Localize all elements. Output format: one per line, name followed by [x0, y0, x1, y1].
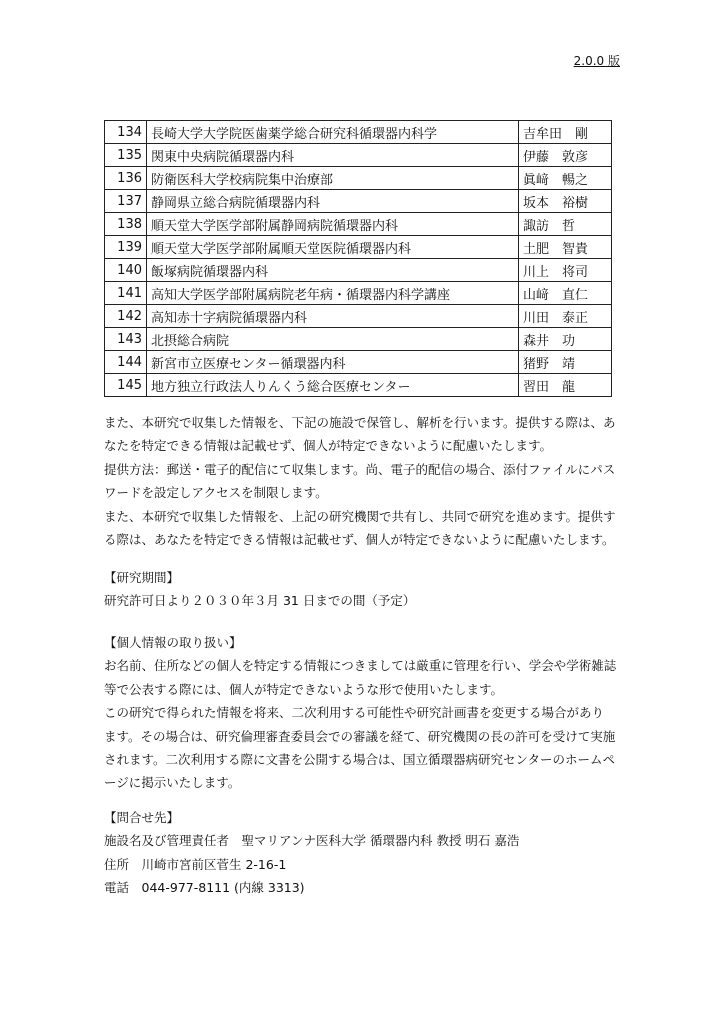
institution-name: 防衛医科大学校病院集中治療部 — [147, 167, 519, 190]
row-number: 139 — [105, 236, 147, 259]
contact-section — [104, 806, 624, 900]
responsible-person: 習田 龍 — [519, 374, 612, 397]
table-row — [105, 236, 612, 259]
institution-name: 関東中央病院循環器内科 — [147, 144, 519, 167]
privacy-heading: 【個人情報の取り扱い】 — [104, 635, 242, 650]
row-number: 135 — [105, 144, 147, 167]
institution-name: 地方独立行政法人りんくう総合医療センター — [147, 374, 519, 397]
sharing-line: る際は、あなたを特定できる情報は記載せず、個人が特定できないように配慮いたします。 — [104, 532, 615, 548]
row-number: 141 — [105, 282, 147, 305]
row-number: 143 — [105, 328, 147, 351]
row-number: 144 — [105, 351, 147, 374]
institution-table — [104, 120, 612, 397]
table-row — [105, 259, 612, 282]
sharing-line: ワードを設定しアクセスを制限します。 — [104, 485, 328, 501]
responsible-person: 川上 将司 — [519, 259, 612, 282]
institution-name: 静岡県立総合病院循環器内科 — [147, 190, 519, 213]
contact-phone: 電話 044-977-8111 (内線 3313) — [104, 880, 305, 896]
responsible-person: 山﨑 直仁 — [519, 282, 612, 305]
table-row — [105, 121, 612, 144]
sharing-line: 提供方法：郵送・電子的配信にて収集します。尚、電子的配信の場合、添付ファイルにパス — [104, 461, 616, 477]
sharing-line: また、本研究で収集した情報を、上記の研究機関で共有し、共同で研究を進めます。提供す — [104, 508, 616, 524]
responsible-person: 眞﨑 暢之 — [519, 167, 612, 190]
privacy-line: 等で公表する際には、個人が特定できないような形で使用いたします。 — [104, 681, 504, 697]
responsible-person: 伊藤 敦彦 — [519, 144, 612, 167]
privacy-section — [104, 631, 624, 795]
table-row — [105, 374, 612, 397]
institution-name: 新宮市立医療センター循環器内科 — [147, 351, 519, 374]
responsible-person: 川田 泰正 — [519, 305, 612, 328]
period-text: 研究許可日より２０３０年３月 31 日までの間（予定） — [104, 593, 416, 609]
period-section — [104, 566, 624, 613]
responsible-person: 吉牟田 剛 — [519, 121, 612, 144]
institution-name: 高知大学医学部附属病院老年病・循環器内科学講座 — [147, 282, 519, 305]
row-number: 145 — [105, 374, 147, 397]
contact-heading: 【問合せ先】 — [104, 810, 180, 825]
row-number: 142 — [105, 305, 147, 328]
table-row — [105, 328, 612, 351]
table-row — [105, 213, 612, 236]
institution-name: 飯塚病院循環器内科 — [147, 259, 519, 282]
responsible-person: 坂本 裕樹 — [519, 190, 612, 213]
row-number: 136 — [105, 167, 147, 190]
contact-facility: 施設名及び管理責任者 聖マリアンナ医科大学 循環器内科 教授 明石 嘉浩 — [104, 833, 520, 849]
version-label: 2.0.0 版 — [573, 54, 620, 68]
responsible-person: 諏訪 哲 — [519, 213, 612, 236]
row-number: 140 — [105, 259, 147, 282]
table-row — [105, 351, 612, 374]
privacy-line: この研究で得られた情報を将来、二次利用する可能性や研究計画書を変更する場合があり — [104, 705, 605, 721]
table-row — [105, 144, 612, 167]
row-number: 134 — [105, 121, 147, 144]
institution-name: 長崎大学大学院医歯薬学総合研究科循環器内科学 — [147, 121, 519, 144]
responsible-person: 森井 功 — [519, 328, 612, 351]
table-row — [105, 167, 612, 190]
responsible-person: 猪野 靖 — [519, 351, 612, 374]
row-number: 137 — [105, 190, 147, 213]
privacy-line: お名前、住所などの個人を特定する情報につきましては厳重に管理を行い、学会や学術雑誌 — [104, 658, 617, 674]
table-row — [105, 305, 612, 328]
data-sharing-section — [104, 411, 624, 551]
contact-address: 住所 川崎市宮前区菅生 2-16-1 — [104, 856, 287, 872]
institution-name: 順天堂大学医学部附属静岡病院循環器内科 — [147, 213, 519, 236]
institution-name: 順天堂大学医学部附属順天堂医院循環器内科 — [147, 236, 519, 259]
table-row — [105, 282, 612, 305]
privacy-line: されます。二次利用する際に文書を公開する場合は、国立循環器病研究センターのホームペ — [104, 752, 616, 768]
row-number: 138 — [105, 213, 147, 236]
privacy-line: ます。その場合は、研究倫理審査委員会での審議を経て、研究機関の長の許可を受けて実施 — [104, 728, 616, 744]
institution-name: 高知赤十字病院循環器内科 — [147, 305, 519, 328]
institution-name: 北摂総合病院 — [147, 328, 519, 351]
sharing-line: なたを特定できる情報は記載せず、個人が特定できないように配慮いたします。 — [104, 438, 553, 454]
period-heading: 【研究期間】 — [104, 570, 180, 585]
table-row — [105, 190, 612, 213]
sharing-line: また、本研究で収集した情報を、下記の施設で保管し、解析を行います。提供する際は、あ — [104, 415, 616, 430]
privacy-line: ージに掲示いたします。 — [104, 775, 241, 791]
responsible-person: 土肥 智貴 — [519, 236, 612, 259]
